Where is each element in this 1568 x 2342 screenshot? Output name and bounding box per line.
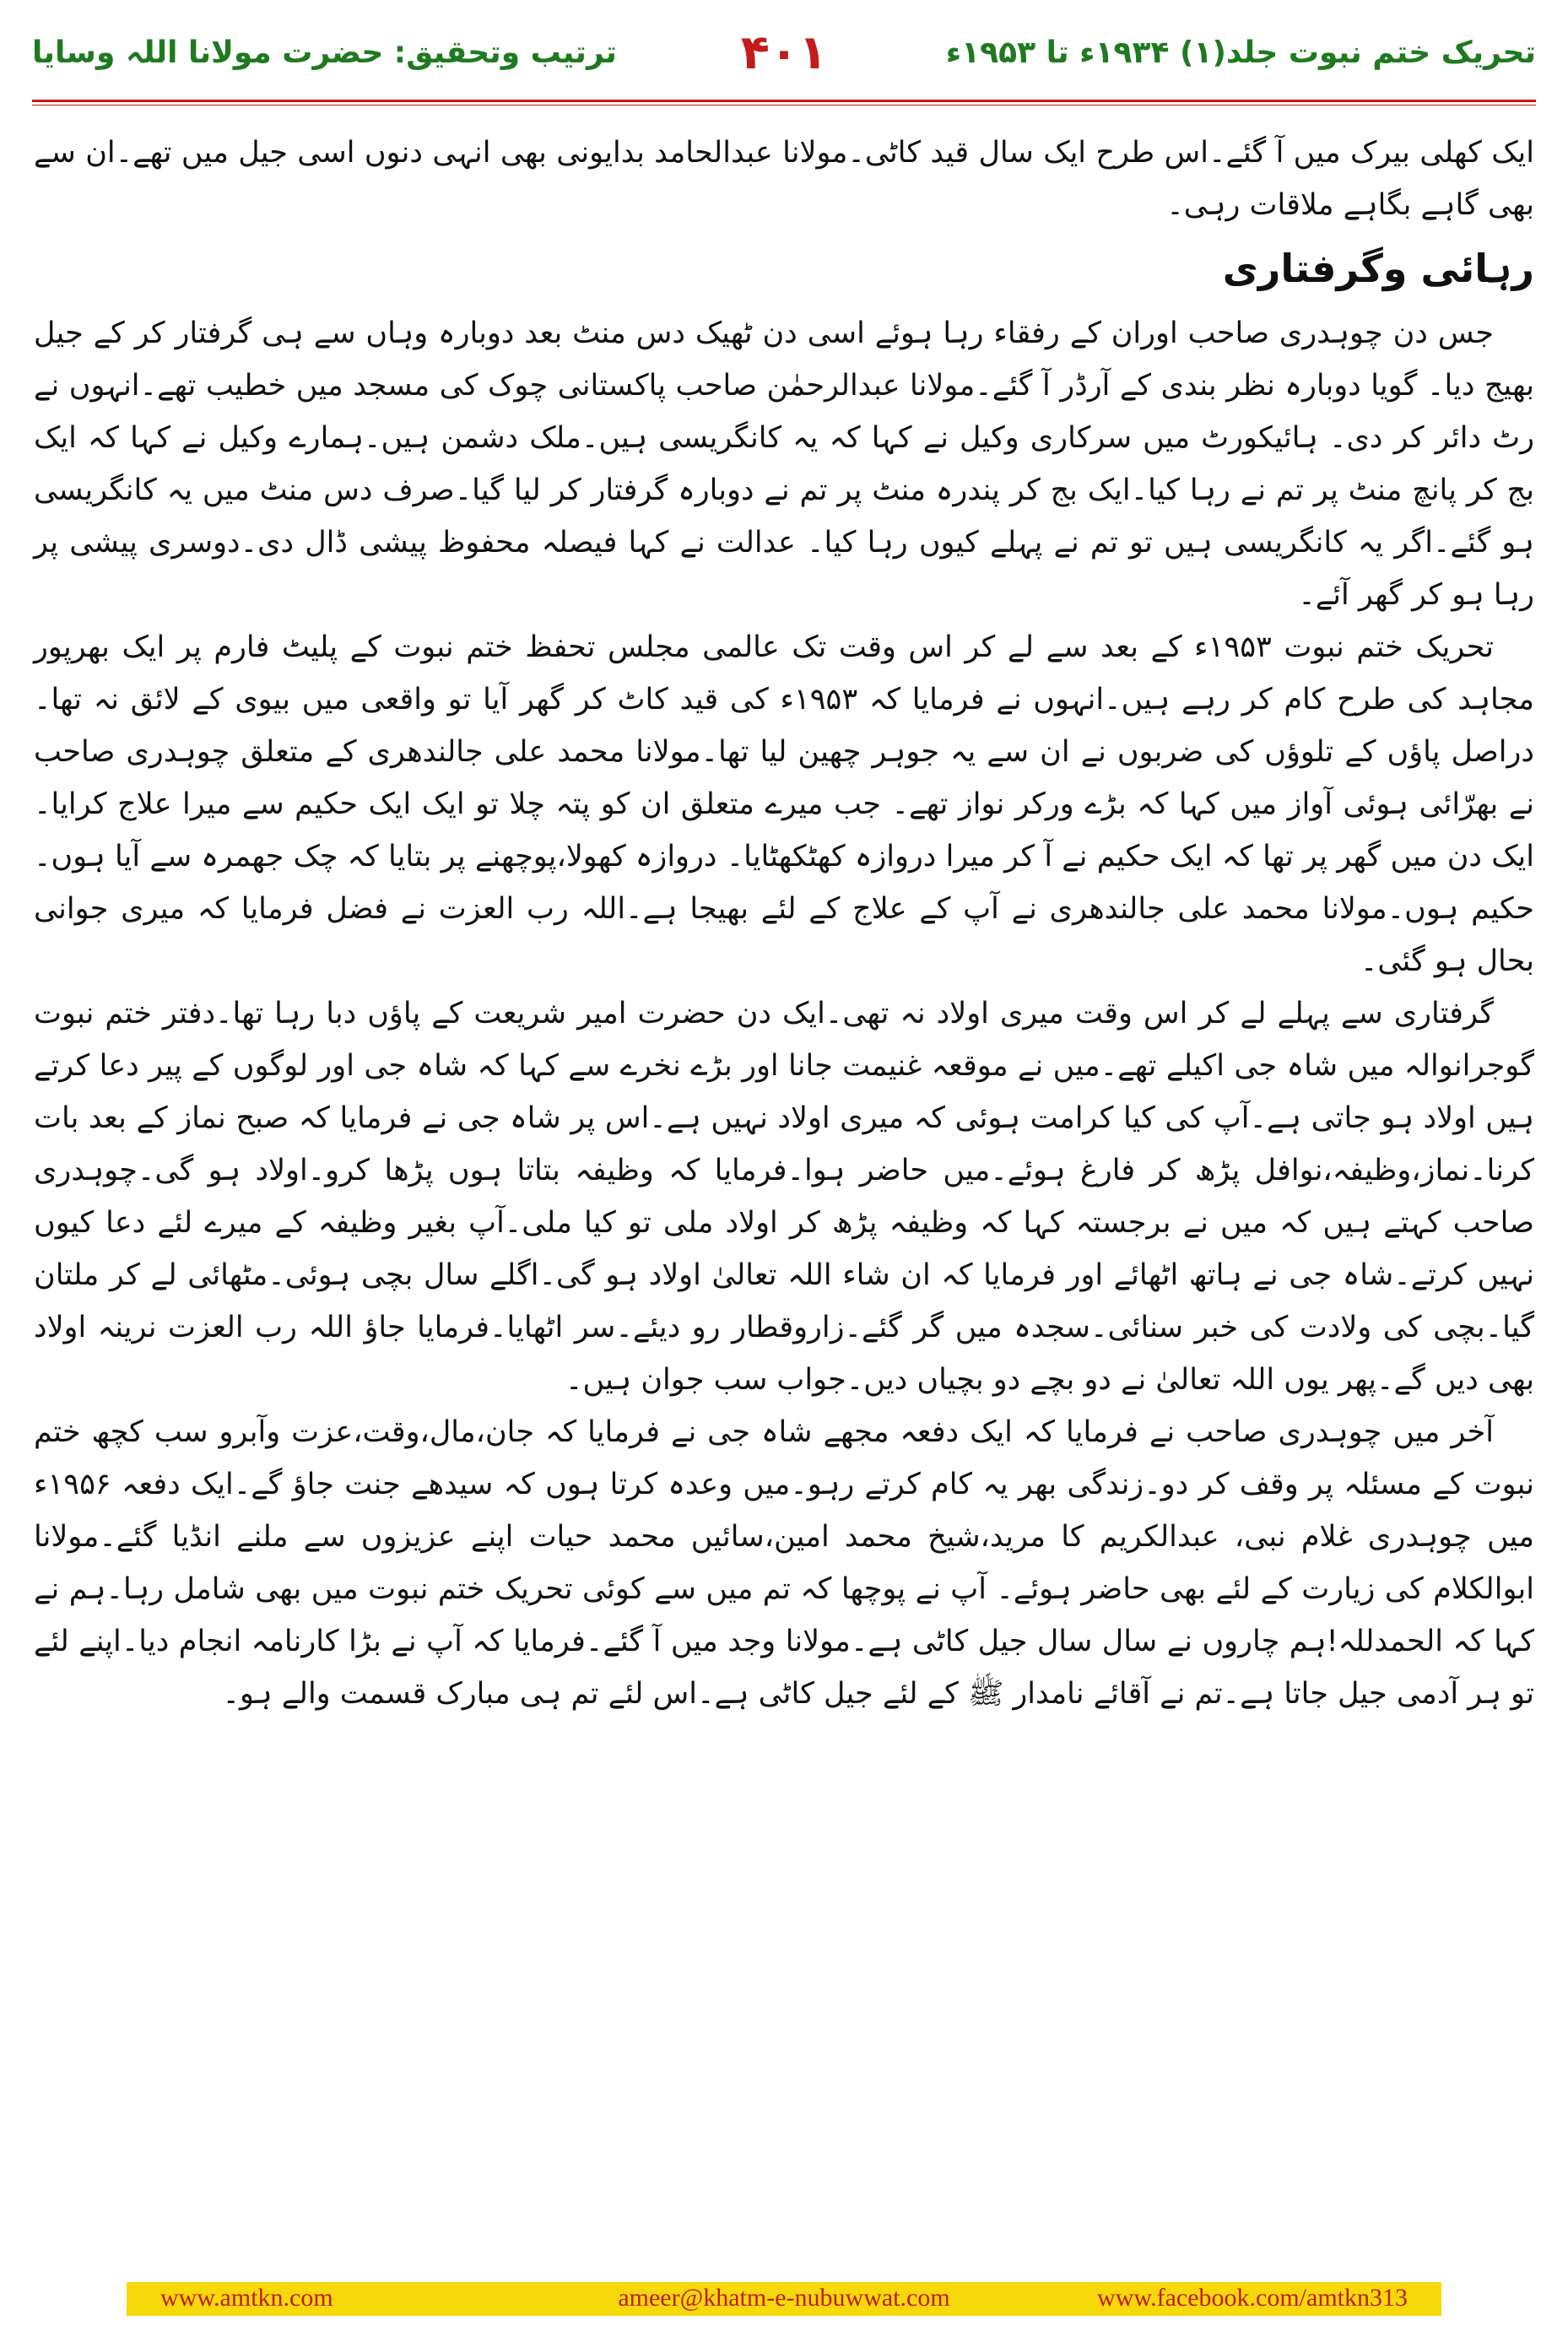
page-header [0, 0, 1568, 118]
book-title: تحریک ختم نبوت جلد(۱) ۱۹۳۴ء تا ۱۹۵۳ء [945, 35, 1536, 70]
section-heading: رہائی وگرفتاری [1222, 246, 1534, 291]
paragraph-5: آخر میں چوہدری صاحب نے فرمایا کہ ایک دفعہ مجھے شاہ جی نے فرمایا کہ جان،مال،وقت،عزت وآبرو سب کچھ ختم نبوت کے مسئلہ پر وقف کر دو۔زندگی بھر یہ کام کرتے رہو۔میں وعدہ کرتا ہوں کہ سیدھے جنت جاؤ گے۔ایک دفعہ ۱۹۵۶ء میں چوہدری غلام نبی، عبدالکریم کا مرید،شیخ محمد امین،سائیں محمد حیات اپنے عزیزوں سے ملنے انڈیا گئے۔مولانا ابوالکلام کی زیارت کے لئے بھی حاضر ہوئے۔ آپ نے پوچھا کہ تم میں سے کوئی تحریک ختم نبوت میں بھی شامل رہا۔ہم نے کہا کہ الحمدللہ!ہم چاروں نے سال سال جیل کاٹی ہے۔مولانا وجد میں آ گئے۔فرمایا کہ آپ نے بڑا کارنامہ انجام دیا۔اپنے لئے تو ہر آدمی جیل جاتا ہے۔تم نے آقائے نامدار ﷺ کے لئے جیل کاٹی ہے۔اس لئے تم ہی مبارک قسمت والے ہو۔ [34, 1415, 1534, 1711]
page-body [34, 127, 1534, 2237]
page-number: ۴۰۱ [740, 25, 828, 80]
header-divider [32, 100, 1536, 102]
paragraph-2: جس دن چوہدری صاحب اوران کے رفقاء رہا ہوئے اسی دن ٹھیک دس منٹ بعد دوبارہ وہاں سے ہی گرفتار کر کے جیل بھیج دیا۔ گویا دوبارہ نظر بندی کے آرڈر آ گئے۔مولانا عبدالرحمٰن صاحب پاکستانی چوک کی مسجد میں خطیب تھے۔انہوں نے رٹ دائر کر دی۔ ہائیکورٹ میں سرکاری وکیل نے کہا کہ یہ کانگریسی ہیں۔ملک دشمن ہیں۔ہمارے وکیل نے کہا کہ ایک بج کر پانچ منٹ پر تم نے رہا کیا۔ایک بج کر پندرہ منٹ پر تم نے دوبارہ گرفتار کر لیا گیا۔صرف دس منٹ میں یہ کانگریسی ہو گئے۔اگر یہ کانگریسی ہیں تو تم نے پہلے کیوں رہا کیا۔ عدالت نے کہا فیصلہ محفوظ پیشی ڈال دی۔دوسری پیشی پر رہا ہو کر گھر آئے۔ [34, 316, 1534, 612]
paragraph-1: ایک کھلی بیرک میں آ گئے۔اس طرح ایک سال قید کاٹی۔مولانا عبدالحامد بدایونی بھی انہی دنوں اسی جیل میں تھے۔ان سے بھی گاہے بگاہے ملاقات رہی۔ [34, 136, 1534, 222]
facebook-link[interactable]: www.facebook.com/amtkn313 [1097, 2284, 1408, 2312]
paragraph-3: تحریک ختم نبوت ۱۹۵۳ء کے بعد سے لے کر اس وقت تک عالمی مجلس تحفظ ختم نبوت کے پلیٹ فارم پر ایک بھرپور مجاہد کی طرح کام کر رہے ہیں۔انہوں نے فرمایا کہ ۱۹۵۳ء کی قید کاٹ کر گھر آیا تو واقعی میں بیوی کے لائق نہ تھا۔دراصل پاؤں کے تلوؤں کی ضربوں نے ان سے یہ جوہر چھین لیا تھا۔مولانا محمد علی جالندھری کے متعلق چوہدری صاحب نے بھرّائی ہوئی آواز میں کہا کہ بڑے ورکر نواز تھے۔ جب میرے متعلق ان کو پتہ چلا تو ایک ایک حکیم سے میرا علاج کرایا۔ایک دن میں گھر پر تھا کہ ایک حکیم نے آ کر میرا دروازہ کھٹکھٹایا۔ دروازہ کھولا،پوچھنے پر بتایا کہ چک جھمرہ سے آیا ہوں۔حکیم ہوں۔مولانا محمد علی جالندھری نے آپ کے علاج کے لئے بھیجا ہے۔اللہ رب العزت نے فضل فرمایا کہ میری جوانی بحال ہو گئی۔ [34, 630, 1534, 978]
paragraph-4: گرفتاری سے پہلے لے کر اس وقت میری اولاد نہ تھی۔ایک دن حضرت امیر شریعت کے پاؤں دبا رہا تھا۔دفتر ختم نبوت گوجرانوالہ میں شاہ جی اکیلے تھے۔میں نے موقعہ غنیمت جانا اور بڑے نخرے سے کہا کہ شاہ جی اور لوگوں کے پیر دعا کرتے ہیں اولاد ہو جاتی ہے۔آپ کی کیا کرامت ہوئی کہ میری اولاد نہیں ہے۔اس پر شاہ جی نے فرمایا کہ صبح نماز کے بعد بات کرنا۔نماز،وظیفہ،نوافل پڑھ کر فارغ ہوئے۔میں حاضر ہوا۔فرمایا کہ وظیفہ بتاتا ہوں پڑھا کرو۔اولاد ہو گی۔چوہدری صاحب کہتے ہیں کہ میں نے برجستہ کہا کہ وظیفہ پڑھ کر اولاد ملی تو کیا ملی۔آپ بغیر وظیفہ کے میرے لئے دعا کیوں نہیں کرتے۔شاہ جی نے ہاتھ اٹھائے اور فرمایا کہ ان شاء اللہ تعالیٰ اولاد ہو گی۔اگلے سال بچی ہوئی۔مٹھائی لے کر ملتان گیا۔بچی کی ولادت کی خبر سنائی۔سجدہ میں گر گئے۔زاروقطار رو دیئے۔سر اٹھایا۔فرمایا جاؤ اللہ رب العزت نرینہ اولاد بھی دیں گے۔پھر یوں اللہ تعالیٰ نے دو بچے دو بچیاں دیں۔جواب سب جوان ہیں۔ [34, 997, 1534, 1397]
website-link[interactable]: www.amtkn.com [160, 2284, 333, 2312]
email-link[interactable]: ameer@khatm-e-nubuwwat.com [618, 2284, 950, 2312]
compiler-credit: ترتیب وتحقیق: حضرت مولانا اللہ وسایا [32, 35, 617, 70]
page-footer [0, 2270, 1568, 2342]
